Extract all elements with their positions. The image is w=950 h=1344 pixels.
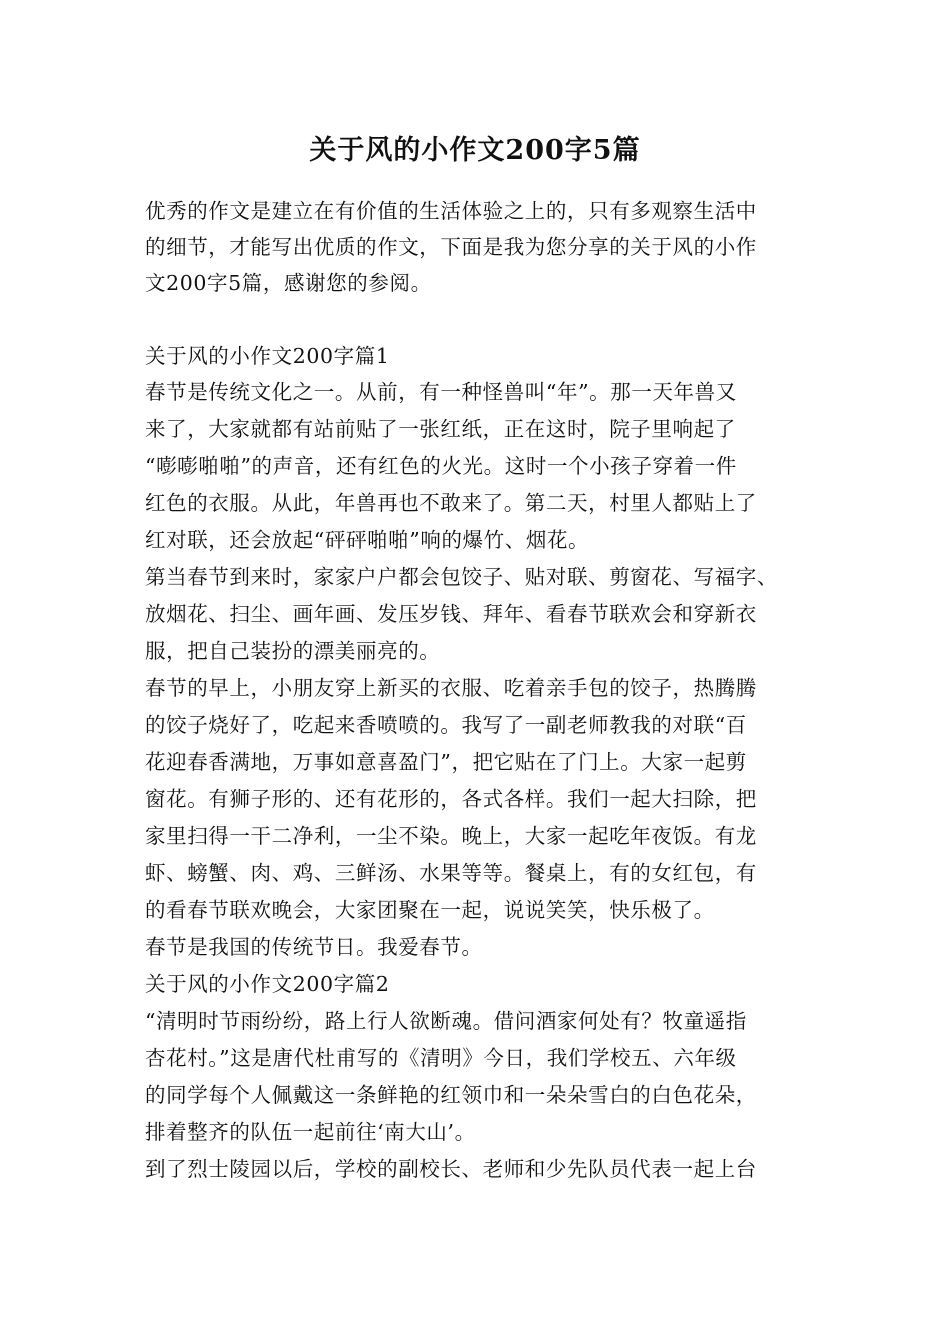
text-line: 到了烈士陵园以后，学校的副校长、老师和少先队员代表一起上台 bbox=[145, 1157, 757, 1181]
text-line: 来了，大家就都有站前贴了一张红纸，正在这时，院子里响起了 bbox=[145, 417, 736, 441]
text-line: 窗花。有狮子形的、还有花形的，各式各样。我们一起大扫除，把 bbox=[145, 787, 757, 811]
text-line: 放烟花、扫尘、画年画、发压岁钱、拜年、看春节联欢会和穿新衣 bbox=[145, 602, 757, 626]
text-line: 的细节，才能写出优质的作文，下面是我为您分享的关于风的小作 bbox=[145, 235, 757, 259]
document-title: 关于风的小作文200字5篇 bbox=[309, 135, 641, 166]
text-line: 优秀的作文是建立在有价值的生活体验之上的，只有多观察生活中 bbox=[145, 199, 757, 223]
section-heading-2: 关于风的小作文200字篇2 bbox=[145, 972, 390, 996]
text-line: 花迎春香满地，万事如意喜盈门”，把它贴在了门上。大家一起剪 bbox=[145, 750, 747, 774]
text-line: 春节是传统文化之一。从前，有一种怪兽叫“年”。那一天年兽又 bbox=[145, 380, 737, 404]
text-line: 春节是我国的传统节日。我爱春节。 bbox=[145, 935, 483, 959]
text-line: 文200字5篇，感谢您的参阅。 bbox=[145, 271, 432, 295]
section-heading-1: 关于风的小作文200字篇1 bbox=[145, 344, 390, 368]
text-line: 红对联，还会放起“砰砰啪啪”响的爆竹、烟花。 bbox=[145, 528, 590, 552]
text-line: “清明时节雨纷纷，路上行人欲断魂。借问酒家何处有？牧童遥指 bbox=[145, 1009, 747, 1033]
text-line: 第当春节到来时，家家户户都会包饺子、贴对联、剪窗花、写福字、 bbox=[145, 565, 778, 589]
text-line: 的看春节联欢晚会，大家团聚在一起，说说笑笑，快乐极了。 bbox=[145, 898, 715, 922]
text-line: 服，把自己装扮的漂美丽亮的。 bbox=[145, 639, 441, 663]
text-line: 家里扫得一干二净利，一尘不染。晚上，大家一起吃年夜饭。有龙 bbox=[145, 824, 757, 848]
text-line: 的同学每个人佩戴这一条鲜艳的红领巾和一朵朵雪白的白色花朵， bbox=[145, 1083, 757, 1107]
text-line: 杏花村。”这是唐代杜甫写的《清明》今日，我们学校五、六年级 bbox=[145, 1046, 737, 1070]
text-line: 的饺子烧好了，吃起来香喷喷的。我写了一副老师教我的对联“百 bbox=[145, 713, 747, 737]
text-line: “嘭嘭啪啪”的声音，还有红色的火光。这时一个小孩子穿着一件 bbox=[145, 454, 737, 478]
text-line: 春节的早上，小朋友穿上新买的衣服、吃着亲手包的饺子，热腾腾 bbox=[145, 676, 757, 700]
text-line: 红色的衣服。从此，年兽再也不敢来了。第二天，村里人都贴上了 bbox=[145, 491, 757, 515]
text-line: 虾、螃蟹、肉、鸡、三鲜汤、水果等等。餐桌上，有的女红包，有 bbox=[145, 861, 757, 885]
text-line: 排着整齐的队伍一起前往‘南大山’。 bbox=[145, 1120, 476, 1144]
